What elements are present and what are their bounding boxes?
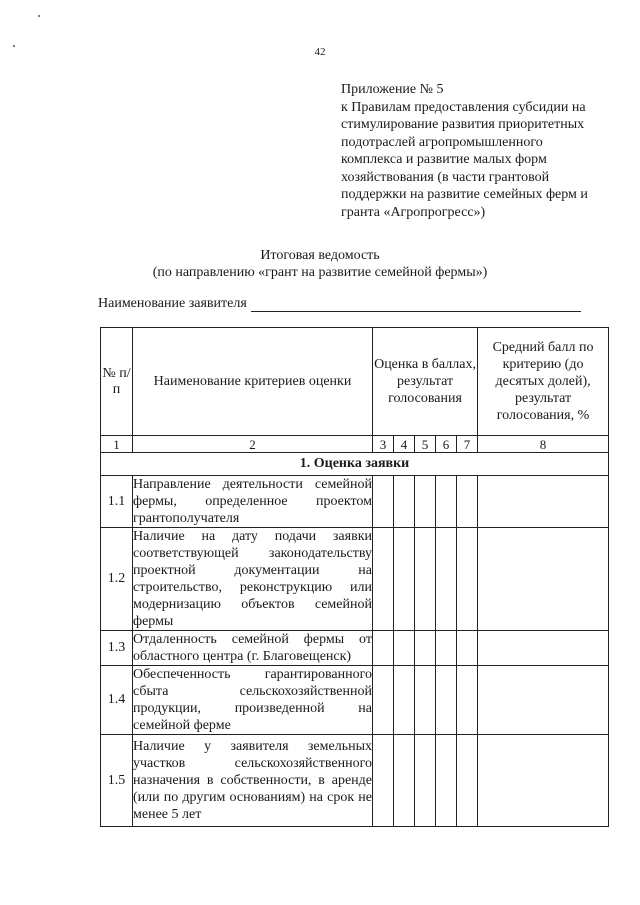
score-cell[interactable] [373, 735, 394, 827]
score-cell[interactable] [436, 528, 457, 631]
score-cell[interactable] [373, 476, 394, 528]
table-row [101, 666, 609, 735]
appendix-block [341, 81, 601, 221]
row-criterion: Обеспеченность гарантированного сбыта сельскохозяйственной продукции, произведенной на семейной ферме [133, 667, 372, 733]
row-criterion: Направление деятельности семейной фермы, определенное проектом грантополучателя [133, 477, 372, 526]
score-cell[interactable] [394, 476, 415, 528]
table-row [101, 476, 609, 528]
column-index: 6 [436, 436, 457, 453]
appendix-text: к Правилам предоставления субсидии на стимулирование развития приоритетных подотраслей агропромышленного комплекса и развитие малых форм хозяйствования (в части грантовой поддержки на развитие семейных ферм и гранта «Агропрогресс») [341, 99, 588, 220]
scan-speck [38, 15, 40, 17]
applicant-blank-line [251, 297, 581, 312]
score-cell[interactable] [457, 631, 478, 666]
column-index: 8 [478, 436, 609, 453]
row-criterion: Наличие у заявителя земельных участков сельскохозяйственного назначения в собственности, в аренде (или по другим основаниям) на срок не менее 5 лет [133, 735, 373, 827]
average-cell[interactable] [478, 476, 609, 528]
section-row [101, 453, 609, 476]
column-index: 5 [415, 436, 436, 453]
average-cell[interactable] [478, 666, 609, 735]
score-cell[interactable] [415, 476, 436, 528]
score-cell[interactable] [394, 735, 415, 827]
header-average: Средний балл по критерию (до десятых долей), результат голосования, % [478, 328, 609, 436]
score-cell[interactable] [394, 528, 415, 631]
score-cell[interactable] [436, 631, 457, 666]
score-cell[interactable] [415, 528, 436, 631]
average-cell[interactable] [478, 631, 609, 666]
header-number: № п/п [101, 328, 133, 436]
average-cell[interactable] [478, 528, 609, 631]
score-cell[interactable] [415, 666, 436, 735]
column-index: 4 [394, 436, 415, 453]
table-row [101, 631, 609, 666]
column-index: 1 [101, 436, 133, 453]
row-criterion: Наличие на дату подачи заявки соответствующей законодательству проектной документации на строительство, реконструкцию или модернизацию объектов семейной фермы [133, 529, 372, 629]
score-cell[interactable] [415, 735, 436, 827]
score-cell[interactable] [436, 476, 457, 528]
criteria-table [100, 327, 609, 827]
score-cell[interactable] [436, 735, 457, 827]
row-number: 1.5 [101, 735, 133, 827]
score-cell[interactable] [373, 631, 394, 666]
score-cell[interactable] [457, 735, 478, 827]
score-cell[interactable] [457, 476, 478, 528]
applicant-label: Наименование заявителя [98, 296, 247, 311]
column-index-row [101, 436, 609, 453]
row-number: 1.3 [101, 631, 133, 666]
table-row [101, 735, 609, 827]
row-number: 1.2 [101, 528, 133, 631]
row-number: 1.4 [101, 666, 133, 735]
header-score: Оценка в баллах, результат голосования [373, 328, 478, 436]
score-cell[interactable] [394, 631, 415, 666]
column-index: 7 [457, 436, 478, 453]
header-criterion-name: Наименование критериев оценки [133, 328, 373, 436]
page-number: 42 [314, 46, 326, 58]
document-title-block [0, 247, 640, 281]
score-cell[interactable] [415, 631, 436, 666]
score-cell[interactable] [373, 528, 394, 631]
table-header-row [101, 328, 609, 436]
average-cell[interactable] [478, 735, 609, 827]
appendix-heading: Приложение № 5 [341, 82, 444, 97]
score-cell[interactable] [436, 666, 457, 735]
section-title: 1. Оценка заявки [101, 453, 609, 476]
document-subtitle: (по направлению «грант на развитие семейной фермы») [152, 265, 488, 280]
table-row [101, 528, 609, 631]
row-number: 1.1 [101, 476, 133, 528]
column-index: 2 [133, 436, 373, 453]
document-title: Итоговая ведомость [260, 248, 380, 263]
score-cell[interactable] [457, 528, 478, 631]
row-criterion: Отдаленность семейной фермы от областного центра (г. Благовещенск) [133, 632, 372, 664]
column-index: 3 [373, 436, 394, 453]
score-cell[interactable] [373, 666, 394, 735]
score-cell[interactable] [394, 666, 415, 735]
score-cell[interactable] [457, 666, 478, 735]
applicant-field [98, 296, 581, 312]
